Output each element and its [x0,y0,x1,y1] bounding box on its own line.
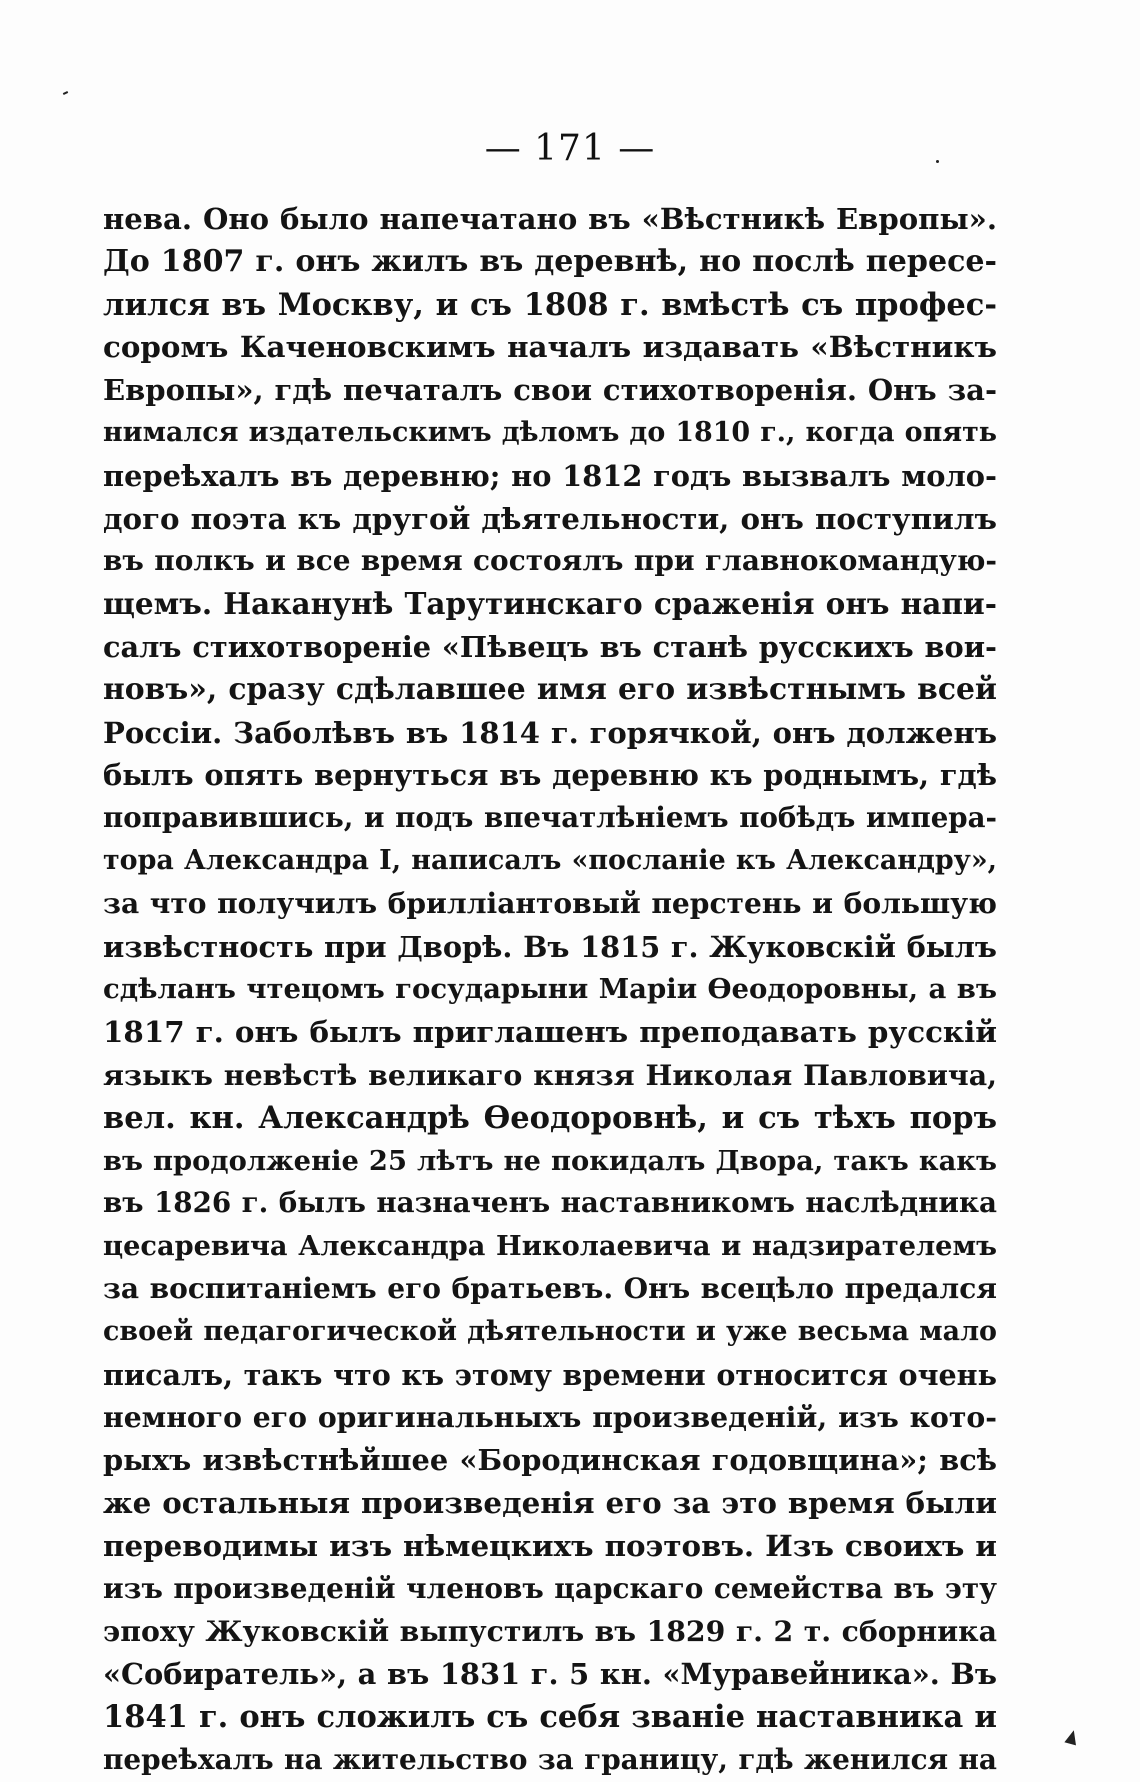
text-line: нева. Оно было напечатано въ «Вѣстникѣ Европы». [103,202,997,236]
text-line: переѣхалъ на жительство за границу, гдѣ женился на [103,1742,997,1776]
text-line: изъ произведеній членовъ царскаго семейства въ эту [103,1571,997,1605]
text-line: писалъ, такъ что къ этому времени относится очень [103,1357,997,1392]
text-line: своей педагогической дѣятельности и уже весьма мало [103,1315,997,1347]
text-line: соромъ Каченовскимъ началъ издавать «Вѣстникъ [103,329,997,365]
text-line: въ полкъ и все время состоялъ при главнокомандую- [103,544,997,578]
text-line: переѣхалъ въ деревню; но 1812 годъ вызвалъ моло- [103,458,997,493]
page-number: — 171 — [484,128,656,169]
text-line: же остальныя произведенія его за это время были [103,1484,997,1520]
body-text [103,198,997,1781]
text-line: Европы», гдѣ печаталъ свои стихотворенія. Онъ за- [103,373,997,408]
text-line: переводимы изъ нѣмецкихъ поэтовъ. Изъ своихъ и [103,1527,997,1563]
ink-speck [1064,1729,1079,1746]
text-line: за воспитаніемъ его братьевъ. Онъ всецѣло предался [103,1271,997,1305]
text-line: 1841 г. онъ сложилъ съ себя званіе наставника и [103,1698,997,1735]
text-line: новъ», сразу сдѣлавшее имя его извѣстнымъ всей [103,671,997,707]
text-line: былъ опять вернуться въ деревню къ роднымъ, гдѣ [103,758,997,793]
text-line: рыхъ извѣстнѣйшее «Бородинская годовщина»; всѣ [103,1443,997,1478]
text-line: въ 1826 г. былъ назначенъ наставникомъ наслѣдника [103,1186,997,1220]
text-line: сдѣланъ чтецомъ государыни Маріи Ѳеодоровны, а въ [103,973,997,1006]
text-line: дого поэта къ другой дѣятельности, онъ поступилъ [103,500,997,536]
text-line: вел. кн. Александрѣ Ѳеодоровнѣ, и съ тѣхъ поръ [103,1099,997,1136]
text-line: въ продолженіе 25 лѣтъ не покидалъ Двора, такъ какъ [103,1144,997,1177]
text-line: поправившись, и подъ впечатлѣніемъ побѣдъ импера- [103,801,997,835]
text-line: лился въ Москву, и съ 1808 г. вмѣстѣ съ профес- [103,286,997,323]
ink-speck [63,91,68,95]
text-line: за что получилъ бриллiантовый перстень и большую [103,886,997,920]
text-line: 1817 г. онъ былъ приглашенъ преподавать русскій [103,1014,997,1050]
text-line: Россіи. Заболѣвъ въ 1814 г. горячкой, онъ долженъ [103,715,997,750]
text-line: языкъ невѣстѣ великаго князя Николая Павловича, [103,1057,997,1092]
text-line: тора Александра I, написалъ «посланіе къ Александру», [103,844,997,876]
text-line: салъ стихотвореніе «Пѣвецъ въ станѣ русскихъ вои- [103,629,997,664]
text-line: щемъ. Наканунѣ Тарутинскаго сраженія онъ напи- [103,586,997,622]
text-line: цесаревича Александра Николаевича и надзирателемъ [103,1230,997,1263]
text-line: эпоху Жуковскій выпустилъ въ 1829 г. 2 т. сборника [103,1614,997,1649]
text-line: нимался издательскимъ дѣломъ до 1810 г., когда опять [103,416,997,448]
text-line: извѣстность при Дворѣ. Въ 1815 г. Жуковскій былъ [103,929,997,964]
text-line: До 1807 г. онъ жилъ въ деревнѣ, но послѣ пересе- [103,243,997,279]
text-line: немного его оригинальныхъ произведеній, изъ кото- [103,1400,997,1435]
text-line: «Собиратель», а въ 1831 г. 5 кн. «Муравейника». Въ [103,1657,997,1692]
